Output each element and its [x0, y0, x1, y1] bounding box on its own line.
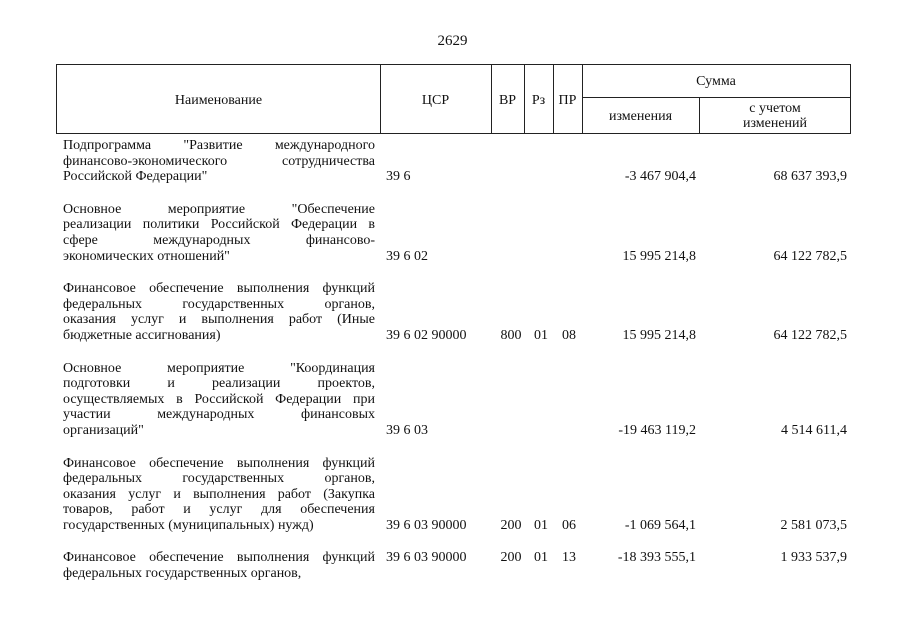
- row-pr: 13: [562, 550, 576, 566]
- row-name-line: федеральных государственных органов,: [63, 471, 375, 487]
- row-name-line: товаров, работ и услуг для обеспечения: [63, 502, 375, 518]
- row-name-line: бюджетные ассигнования): [63, 327, 221, 343]
- page-number: 2629: [437, 33, 468, 49]
- row-total: 1 933 537,9: [780, 550, 847, 566]
- table-body: [56, 138, 851, 582]
- table-row: [56, 361, 851, 439]
- header-change: изменения: [608, 108, 673, 124]
- row-name: [63, 361, 375, 439]
- table-row: [56, 550, 851, 581]
- table-row: [56, 281, 851, 343]
- row-vr: 200: [500, 517, 522, 533]
- row-change: 15 995 214,8: [622, 248, 696, 264]
- row-change: -3 467 904,4: [624, 169, 696, 185]
- row-name-line: государственных (муниципальных) нужд): [63, 517, 314, 533]
- table-header: [56, 64, 851, 134]
- row-name-line: финансово-экономического сотрудничества: [63, 153, 375, 169]
- row-rz: 01: [534, 327, 548, 343]
- row-rz: 01: [534, 517, 548, 533]
- row-csr: 39 6 03 90000: [386, 550, 467, 566]
- table-row: [56, 138, 851, 185]
- row-total: 64 122 782,5: [773, 248, 847, 264]
- row-csr: 39 6 02 90000: [386, 327, 467, 343]
- row-name-line: реализации политики Российской Федерации в: [63, 217, 375, 233]
- header-csr: ЦСР: [421, 92, 450, 108]
- row-name-line: экономических отношений": [63, 248, 230, 264]
- row-name: [63, 550, 375, 581]
- table-row: [56, 456, 851, 534]
- row-change: -19 463 119,2: [618, 422, 696, 438]
- row-csr: 39 6 02: [386, 248, 428, 264]
- header-sum: Сумма: [696, 73, 736, 89]
- row-change: -18 393 555,1: [617, 550, 696, 566]
- row-name-line: Финансовое обеспечение выполнения функций: [63, 281, 375, 297]
- row-pr: 06: [562, 517, 576, 533]
- row-vr: 800: [500, 327, 522, 343]
- row-name: [63, 456, 375, 534]
- header-with-changes-line1: с учетом: [749, 101, 801, 116]
- row-name-line: федеральных государственных органов,: [63, 296, 375, 312]
- row-name-line: осуществляемых в Российской Федерации при: [63, 391, 375, 407]
- row-pr: 08: [562, 327, 576, 343]
- row-name-line: Финансовое обеспечение выполнения функций: [63, 455, 375, 471]
- row-total: 68 637 393,9: [773, 169, 847, 185]
- table-row: [56, 202, 851, 264]
- row-total: 2 581 073,5: [780, 517, 847, 533]
- row-csr: 39 6 03: [386, 422, 428, 438]
- row-rz: 01: [534, 550, 548, 566]
- row-total: 64 122 782,5: [773, 327, 847, 343]
- row-name: [63, 202, 375, 264]
- row-name: [63, 281, 375, 343]
- row-name-line: подготовки и реализации проектов,: [63, 376, 375, 392]
- row-name-line: участии международных финансовых: [63, 407, 375, 423]
- row-name-line: Основное мероприятие "Координация: [63, 360, 375, 376]
- row-change: 15 995 214,8: [622, 327, 696, 343]
- header-with-changes-line2: изменений: [742, 116, 808, 131]
- row-name-line: Финансовое обеспечение выполнения функций: [63, 550, 375, 566]
- header-name: Наименование: [174, 92, 263, 108]
- header-with-changes: [700, 98, 850, 134]
- row-name-line: организаций": [63, 422, 144, 438]
- row-name-line: сфере международных финансово-: [63, 232, 375, 248]
- header-pr: ПР: [558, 92, 577, 108]
- row-name-line: Российской Федерации": [63, 169, 208, 185]
- header-rz: Рз: [531, 92, 546, 108]
- row-name-line: Основное мероприятие "Обеспечение: [63, 201, 375, 217]
- row-name-line: оказания услуг и выполнения работ (Иные: [63, 312, 375, 328]
- row-csr: 39 6 03 90000: [386, 517, 467, 533]
- row-name-line: оказания услуг и выполнения работ (Закупка: [63, 486, 375, 502]
- row-change: -1 069 564,1: [624, 517, 696, 533]
- header-vr: ВР: [498, 92, 517, 108]
- row-name: [63, 138, 375, 185]
- row-total: 4 514 611,4: [781, 422, 847, 438]
- row-vr: 200: [500, 550, 522, 566]
- row-csr: 39 6: [386, 169, 411, 185]
- row-name-line: Подпрограмма "Развитие международного: [63, 138, 375, 153]
- row-name-line: федеральных государственных органов,: [63, 566, 302, 582]
